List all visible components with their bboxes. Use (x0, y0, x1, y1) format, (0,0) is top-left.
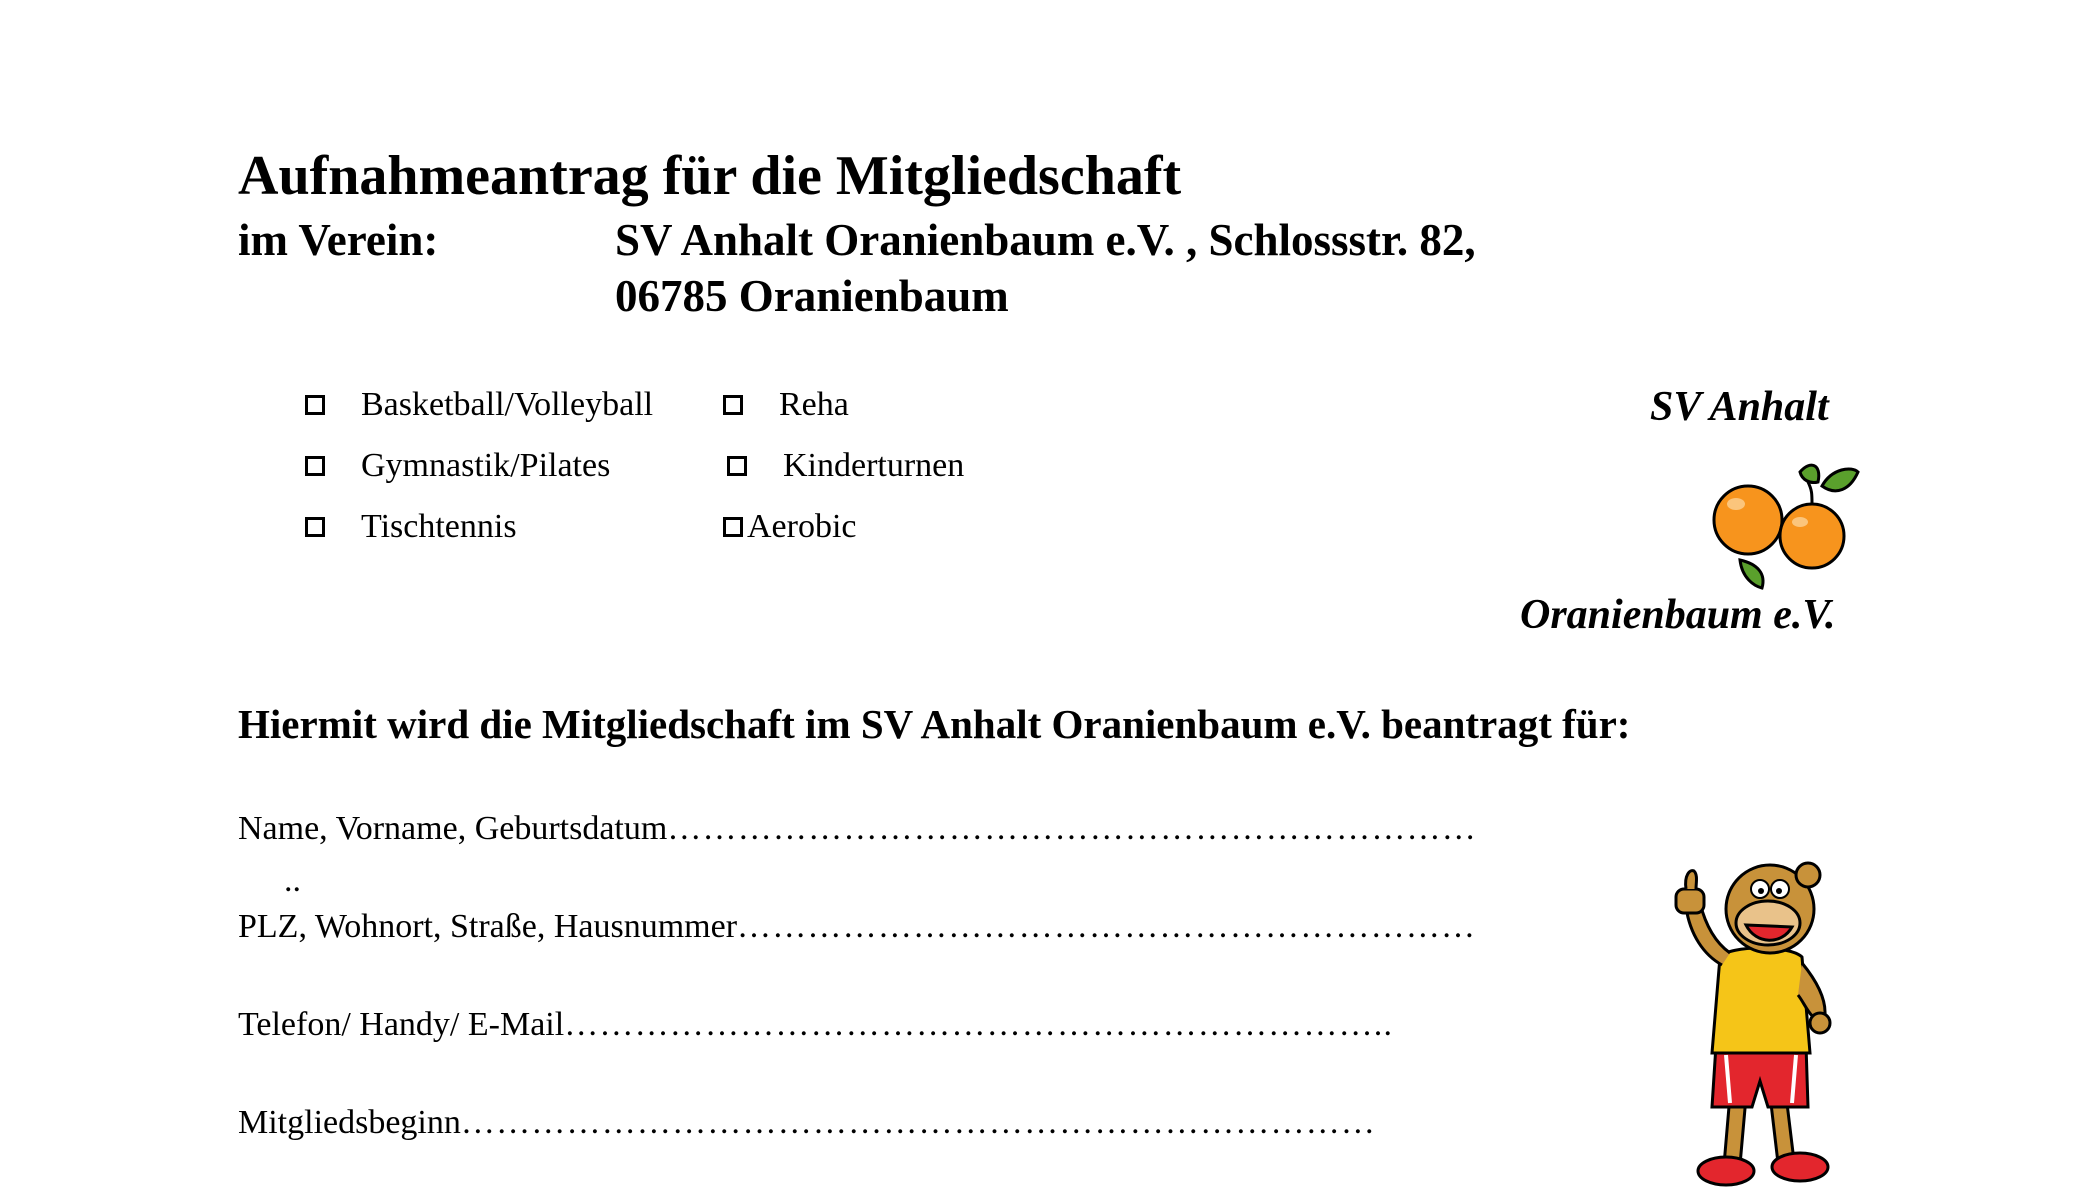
field-plz-wohnort-strasse[interactable] (238, 910, 1476, 944)
monkey-mascot-icon (1660, 845, 1860, 1188)
sport-option-label: Basketball/Volleyball (361, 386, 654, 423)
field-label: Mitgliedsbeginn (238, 1104, 461, 1141)
field-dotted-line[interactable]: …………………………………………………………………… (460, 1104, 1377, 1141)
logo-text-bottom: Oranienbaum e.V. (1520, 592, 1836, 638)
field-dotted-line[interactable]: ……………………………………………………… (737, 908, 1477, 945)
form-title: Aufnahmeantrag für die Mitgliedschaft (238, 145, 1182, 207)
field-label: Telefon/ Handy/ E-Mail (238, 1006, 565, 1043)
intro-statement: Hiermit wird die Mitgliedschaft im SV Anhalt Oranienbaum e.V. beantragt für: (238, 701, 1631, 747)
field-label: PLZ, Wohnort, Straße, Hausnummer (238, 908, 738, 945)
field-mitgliedsbeginn[interactable] (238, 1106, 1376, 1140)
checkbox-icon[interactable] (305, 456, 325, 476)
sport-option-label: Aerobic (747, 508, 857, 545)
checkbox-icon[interactable] (727, 456, 747, 476)
checkbox-icon[interactable] (305, 395, 325, 415)
checkbox-icon[interactable] (305, 517, 325, 537)
field-name-vorname-geburtsdatum[interactable] (238, 812, 1477, 846)
sport-option-label: Gymnastik/Pilates (361, 447, 611, 484)
checkbox-icon[interactable] (723, 517, 743, 537)
field-dotted-continuation: .. (284, 862, 301, 899)
field-label: Name, Vorname, Geburtsdatum (238, 810, 668, 847)
sport-option-basketball-volleyball[interactable] (305, 388, 653, 422)
sport-option-aerobic[interactable] (723, 510, 857, 544)
verein-address-line2: 06785 Oranienbaum (615, 271, 1009, 321)
oranges-logo-icon (1700, 460, 1860, 590)
field-dotted-line[interactable]: …………………………………………………………….. (564, 1006, 1394, 1043)
logo-text-top: SV Anhalt (1650, 384, 1829, 430)
sport-option-kinderturnen[interactable] (727, 449, 964, 483)
sport-option-tischtennis[interactable] (305, 510, 517, 544)
verein-address-line1: SV Anhalt Oranienbaum e.V. , Schlossstr. 82, (615, 215, 1476, 265)
verein-label: im Verein: (238, 215, 439, 265)
sport-option-reha[interactable] (723, 388, 849, 422)
sport-option-label: Tischtennis (361, 508, 517, 545)
sport-option-gymnastik-pilates[interactable] (305, 449, 610, 483)
sport-option-label: Reha (779, 386, 849, 423)
field-dotted-line[interactable]: …………………………………………………………… (667, 810, 1477, 847)
field-telefon-handy-email[interactable] (238, 1008, 1393, 1042)
sport-option-label: Kinderturnen (783, 447, 965, 484)
checkbox-icon[interactable] (723, 395, 743, 415)
